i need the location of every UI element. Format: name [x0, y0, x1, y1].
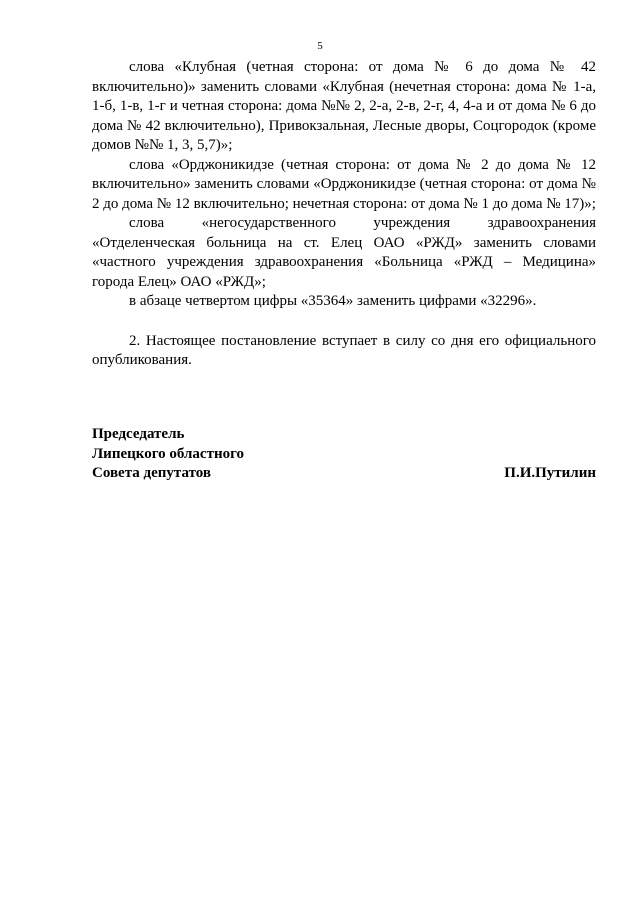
amendment-paragraph-ordzhonikidze: слова «Орджоникидзе (четная сторона: от дома № 2 до дома № 12 включительно» заменить словами «Орджоникидзе (четная сторона: от дома № 2 до дома № 12 включительно; нечетная сторона: от дома № 1 до дома № 17)»; — [92, 156, 596, 212]
paragraph-spacer — [92, 312, 596, 332]
signature-title-line-3: Совета депутатов — [92, 465, 211, 481]
signature-row — [92, 464, 596, 484]
document-body — [92, 58, 596, 371]
signatory-name: П.И.Путилин — [504, 465, 596, 481]
signature-title-line-1: Председатель — [92, 426, 185, 442]
signature-title-line-2: Липецкого областного — [92, 445, 245, 462]
amendment-paragraph-hospital: слова «негосударственного учреждения здравоохранения «Отделенческая больница на ст. Елец ОАО «РЖД» заменить словами «частного учреждения здравоохранения «Больница «РЖД – Медицина» города Елец» ОАО «РЖД»; — [92, 215, 596, 290]
amendment-paragraph-klubnaya: слова «Клубная (четная сторона: от дома № 6 до дома № 42 включительно)» заменить словами «Клубная (нечетная сторона: дома № 1-а, 1-б, 1-в, 1-г и четная сторона: дома №№ 2, 2-а, 2-в, 2-г, 4, 4-а и от дома № 6 до дома № 42 включительно), Привокзальная, Лесные дворы, Соцгородок (кроме домов №№ 1, 3, 5,7)»; — [92, 59, 596, 153]
page-number: 5 — [317, 40, 323, 52]
effective-date-paragraph: 2. Настоящее постановление вступает в силу со дня его официального опубликования. — [92, 332, 596, 368]
signature-block — [92, 425, 596, 484]
amendment-paragraph-digits: в абзаце четвертом цифры «35364» заменить цифрами «32296». — [129, 293, 537, 309]
